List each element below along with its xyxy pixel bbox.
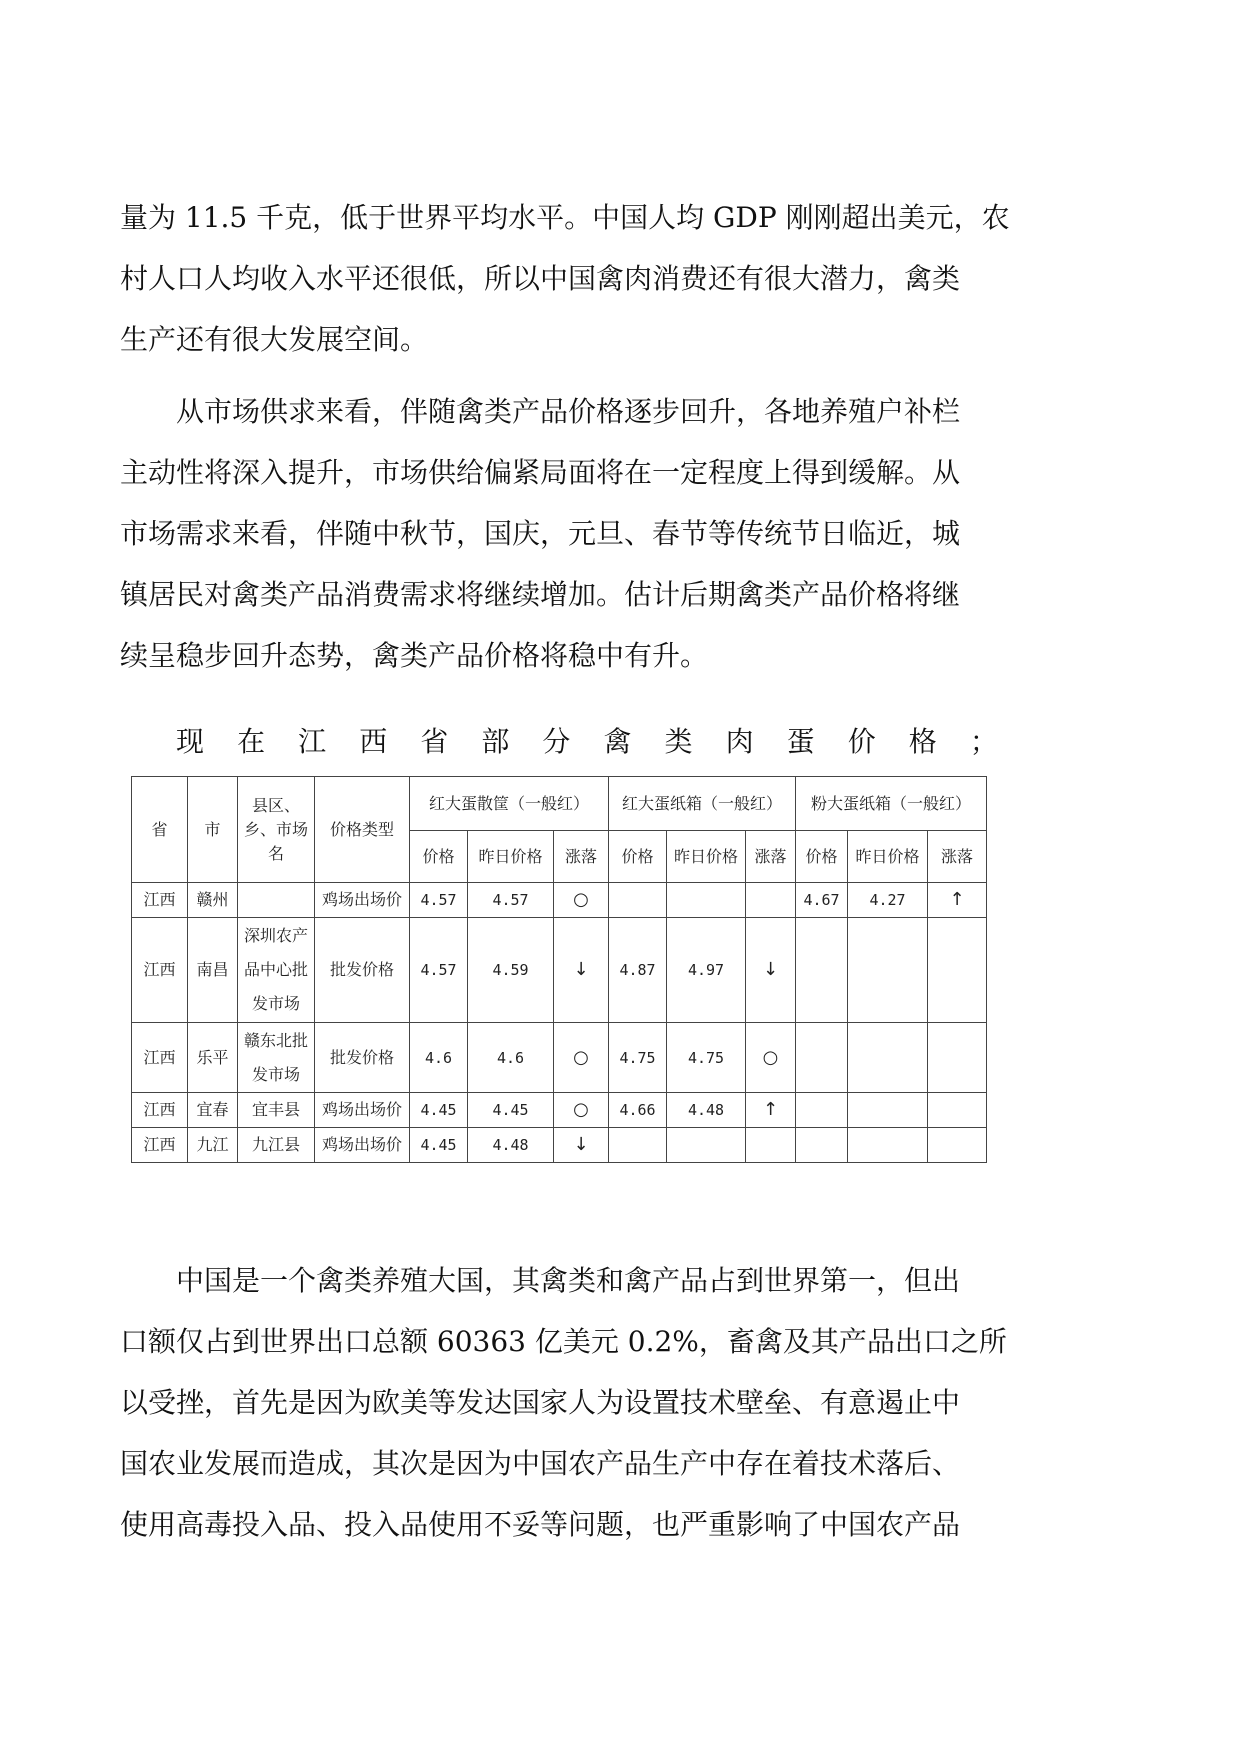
paragraph-line: 以受挫，首先是因为欧美等发达国家人为设置技术壁垒、有意遏止中 <box>120 1386 961 1419</box>
caption-char: 省 <box>420 725 449 758</box>
cell-price: 4.66 <box>609 1093 667 1128</box>
cell-price: 4.6 <box>410 1023 468 1093</box>
cell-price <box>609 1128 667 1163</box>
cell-city: 乐平 <box>188 1023 238 1093</box>
cell-yesterday <box>667 883 746 918</box>
cell-price: 4.87 <box>609 918 667 1023</box>
egg-price-table <box>131 776 987 1163</box>
cell-yesterday <box>848 918 928 1023</box>
cell-province: 江西 <box>132 1093 188 1128</box>
header-change: 涨落 <box>928 831 987 883</box>
cell-market <box>238 883 315 918</box>
cell-price-type: 批发价格 <box>315 1023 410 1093</box>
table-row <box>132 1023 987 1093</box>
paragraph-line: 生产还有很大发展空间。 <box>120 323 429 356</box>
cell-yesterday: 4.6 <box>468 1023 554 1093</box>
header-group-pink-carton: 粉大蛋纸箱（一般红） <box>796 777 987 831</box>
cell-change: ↓ <box>554 918 609 1023</box>
header-province: 省 <box>132 777 188 883</box>
cell-price <box>796 1023 848 1093</box>
paragraph-line: 镇居民对禽类产品消费需求将继续增加。估计后期禽类产品价格将继 <box>120 578 961 611</box>
cell-price: 4.57 <box>410 918 468 1023</box>
cell-change <box>928 918 987 1023</box>
caption-char: 肉 <box>725 725 754 758</box>
cell-yesterday <box>848 1023 928 1093</box>
cell-price: 4.67 <box>796 883 848 918</box>
cell-change <box>746 1128 796 1163</box>
cell-price: 4.75 <box>609 1023 667 1093</box>
header-price: 价格 <box>796 831 848 883</box>
cell-city: 南昌 <box>188 918 238 1023</box>
cell-city: 九江 <box>188 1128 238 1163</box>
cell-price: 4.57 <box>410 883 468 918</box>
cell-price-type: 鸡场出场价 <box>315 883 410 918</box>
price-table-container <box>131 776 986 1163</box>
cell-yesterday <box>848 1128 928 1163</box>
caption-char: 现 <box>176 725 205 758</box>
cell-change: ↓ <box>746 918 796 1023</box>
cell-change <box>746 883 796 918</box>
paragraph-1 <box>120 187 1120 370</box>
cell-price: 4.45 <box>410 1128 468 1163</box>
cell-yesterday: 4.48 <box>667 1093 746 1128</box>
cell-price-type: 鸡场出场价 <box>315 1093 410 1128</box>
cell-market: 九江县 <box>238 1128 315 1163</box>
cell-yesterday: 4.45 <box>468 1093 554 1128</box>
cell-change: ↓ <box>554 1128 609 1163</box>
header-yesterday-price: 昨日价格 <box>468 831 554 883</box>
cell-province: 江西 <box>132 1128 188 1163</box>
caption-char: 西 <box>359 725 388 758</box>
cell-yesterday: 4.59 <box>468 918 554 1023</box>
cell-market: 赣东北批发市场 <box>238 1023 315 1093</box>
cell-yesterday: 4.75 <box>667 1023 746 1093</box>
cell-change: ○ <box>746 1023 796 1093</box>
header-price: 价格 <box>609 831 667 883</box>
header-city: 市 <box>188 777 238 883</box>
caption-char: 部 <box>481 725 510 758</box>
cell-market: 宜丰县 <box>238 1093 315 1128</box>
caption-char: 江 <box>298 725 327 758</box>
cell-province: 江西 <box>132 1023 188 1093</box>
table-row <box>132 1093 987 1128</box>
cell-change: ○ <box>554 1093 609 1128</box>
paragraph-line: 国农业发展而造成，其次是因为中国农产品生产中存在着技术落后、 <box>120 1447 961 1480</box>
cell-price: 4.45 <box>410 1093 468 1128</box>
paragraph-line: 市场需求来看，伴随中秋节，国庆，元旦、春节等传统节日临近，城 <box>120 517 961 550</box>
cell-change: ↑ <box>746 1093 796 1128</box>
header-price-type: 价格类型 <box>315 777 410 883</box>
paragraph-line: 使用高毒投入品、投入品使用不妥等问题，也严重影响了中国农产品 <box>120 1508 961 1541</box>
paragraph-line: 量为 11.5 千克，低于世界平均水平。中国人均 GDP 刚刚超出美元，农 <box>120 201 1010 234</box>
cell-market: 深圳农产品中心批发市场 <box>238 918 315 1023</box>
header-group-red-carton: 红大蛋纸箱（一般红） <box>609 777 796 831</box>
cell-province: 江西 <box>132 883 188 918</box>
paragraph-line: 主动性将深入提升，市场供给偏紧局面将在一定程度上得到缓解。从 <box>120 456 961 489</box>
cell-yesterday <box>848 1093 928 1128</box>
caption-char: 价 <box>847 725 876 758</box>
caption-char: 分 <box>542 725 571 758</box>
cell-yesterday: 4.48 <box>468 1128 554 1163</box>
cell-change <box>928 1023 987 1093</box>
paragraph-line: 从市场供求来看，伴随禽类产品价格逐步回升，各地养殖户补栏 <box>176 395 961 428</box>
caption-char: 禽 <box>603 725 632 758</box>
paragraph-line: 中国是一个禽类养殖大国，其禽类和禽产品占到世界第一，但出 <box>176 1264 961 1297</box>
table-row <box>132 883 987 918</box>
header-yesterday-price: 昨日价格 <box>848 831 928 883</box>
cell-change: ○ <box>554 883 609 918</box>
paragraph-line: 续呈稳步回升态势，禽类产品价格将稳中有升。 <box>120 639 709 672</box>
table-header-row <box>132 777 987 831</box>
header-change: 涨落 <box>746 831 796 883</box>
paragraph-line: 村人口人均收入水平还很低，所以中国禽肉消费还有很大潜力，禽类 <box>120 262 961 295</box>
header-price: 价格 <box>410 831 468 883</box>
header-change: 涨落 <box>554 831 609 883</box>
table-caption <box>120 711 1176 772</box>
caption-char: 格 <box>908 725 937 758</box>
header-market: 县区、乡、市场名 <box>238 777 315 883</box>
caption-char: ； <box>969 725 998 758</box>
paragraph-line: 口额仅占到世界出口总额 60363 亿美元 0.2%，畜禽及其产品出口之所 <box>120 1325 1007 1358</box>
cell-price <box>796 1093 848 1128</box>
cell-price <box>796 918 848 1023</box>
caption-char: 类 <box>664 725 693 758</box>
header-group-red-basket: 红大蛋散筐（一般红） <box>410 777 609 831</box>
cell-price <box>796 1128 848 1163</box>
cell-price <box>609 883 667 918</box>
caption-char: 蛋 <box>786 725 815 758</box>
cell-yesterday: 4.57 <box>468 883 554 918</box>
cell-price-type: 批发价格 <box>315 918 410 1023</box>
caption-char: 在 <box>237 725 266 758</box>
cell-yesterday: 4.27 <box>848 883 928 918</box>
table-row <box>132 918 987 1023</box>
cell-province: 江西 <box>132 918 188 1023</box>
cell-change: ↑ <box>928 883 987 918</box>
table-row <box>132 1128 987 1163</box>
cell-change <box>928 1128 987 1163</box>
cell-yesterday: 4.97 <box>667 918 746 1023</box>
cell-city: 宜春 <box>188 1093 238 1128</box>
cell-price-type: 鸡场出场价 <box>315 1128 410 1163</box>
header-yesterday-price: 昨日价格 <box>667 831 746 883</box>
cell-change: ○ <box>554 1023 609 1093</box>
cell-change <box>928 1093 987 1128</box>
cell-city: 赣州 <box>188 883 238 918</box>
paragraph-2 <box>120 381 1120 686</box>
paragraph-3 <box>120 1250 1120 1555</box>
cell-yesterday <box>667 1128 746 1163</box>
